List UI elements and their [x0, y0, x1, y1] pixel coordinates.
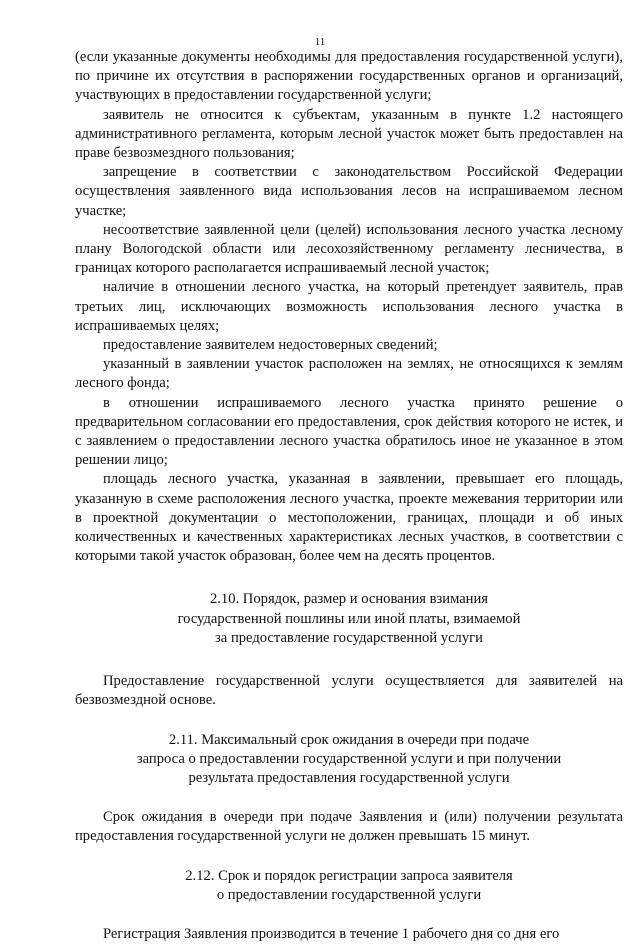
paragraph: площадь лесного участка, указанная в заявлении, превышает его площадь, указанную в схеме расположения лесного участка, проекте межевания территории или в проектной документации о местоположении, границах, площади и об иных количественных и качественных характеристиках лесных участков, в соответствии с которыми такой участок образован, более чем на десять процентов. — [75, 471, 623, 565]
paragraph: указанный в заявлении участок расположен на землях, не относящихся к землям лесного фонда; — [75, 356, 623, 392]
section-heading-2-11: 2.11. Максимальный срок ожидания в очереди при подаче запроса о предоставлении государственной услуги и при получении результата предоставления государственной услуги — [136, 731, 562, 786]
page-number: 11 — [314, 36, 326, 48]
paragraph: предоставление заявителем недостоверных сведений; — [103, 337, 438, 354]
section-text-2-12: Регистрация Заявления производится в течение 1 рабочего дня со дня его — [103, 925, 560, 942]
section-text-2-11: Срок ожидания в очереди при подаче Заявления и (или) получении результата предоставления государственной услуги не должен превышать 15 минут. — [75, 809, 623, 845]
paragraph: заявитель не относится к субъектам, указанным в пункте 1.2 настоящего административного регламента, которым лесной участок может быть предоставлен на праве безвозмездного пользования; — [75, 106, 623, 162]
paragraph: (если указанные документы необходимы для предоставления государственной услуги), по причине их отсутствия в распоряжении государственных органов и организаций, участвующих в предоставлении государственной услуги; — [75, 49, 623, 104]
paragraph: в отношении испрашиваемого лесного участка принято решение о предварительном согласовании его предоставления, срок действия которого не истек, и с заявлением о предоставлении лесного участка обратилось иное не указанное в этом решении лицо; — [75, 394, 623, 469]
refusal-grounds-list — [75, 48, 623, 566]
section-heading-2-12: 2.12. Срок и порядок регистрации запроса заявителя о предоставлении государственной услуги — [185, 867, 513, 903]
paragraph: запрещение в соответствии с законодательством Российской Федерации осуществления заявленного вида использования лесов на испрашиваемом лесном участке; — [75, 164, 623, 219]
section-heading-2-10: 2.10. Порядок, размер и основания взимания государственной пошлины или иной платы, взимаемой за предоставление государственной услуги — [177, 591, 521, 646]
document-body — [75, 48, 623, 944]
section-text-2-10: Предоставление государственной услуги осуществляется для заявителей на безвозмездной основе. — [75, 673, 623, 709]
paragraph: наличие в отношении лесного участка, на который претендует заявитель, прав третьих лиц, исключающих возможность использования лесного участка в испрашиваемых целях; — [75, 279, 623, 334]
paragraph: несоответствие заявленной цели (целей) использования лесного участка лесному плану Вологодской области или лесохозяйственному регламенту лесничества, в границах которого располагается испрашиваемый лесной участок; — [75, 221, 623, 277]
